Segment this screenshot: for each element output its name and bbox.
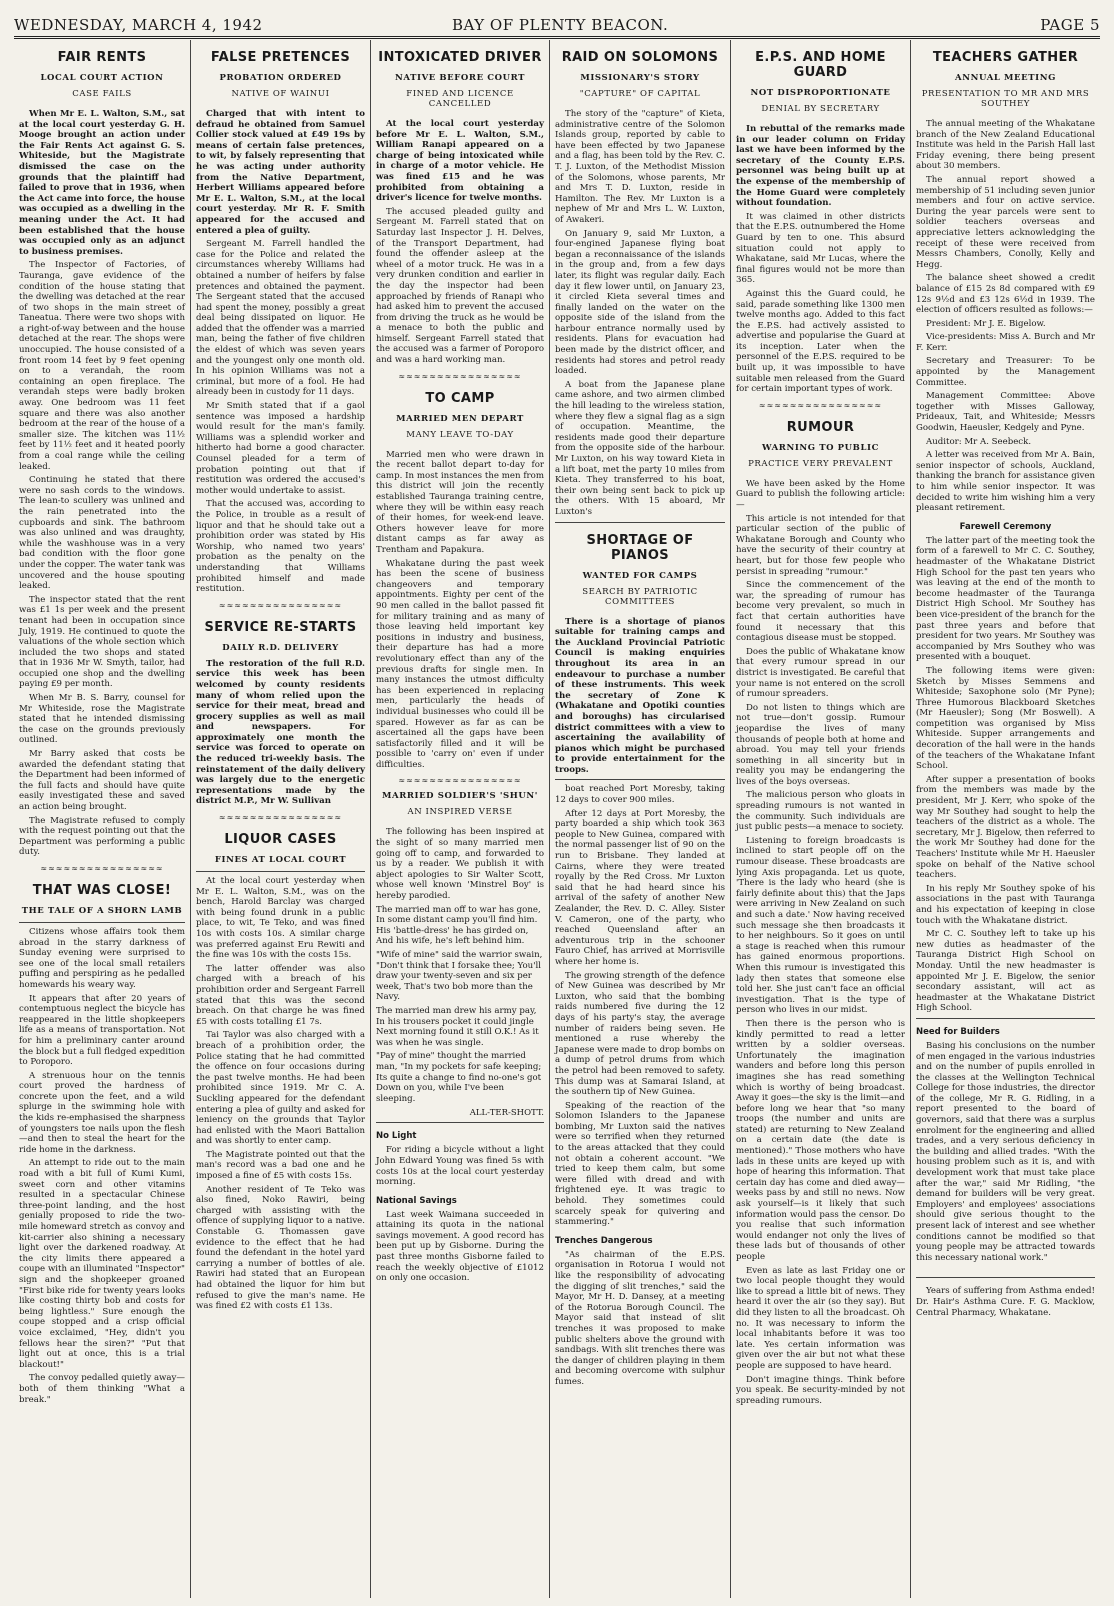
brief-heading: Trenches Dangerous <box>555 1235 653 1246</box>
subheading: THE TALE OF A SHORN LAMB <box>21 905 183 916</box>
paragraph: The Inspector of Factories, of Tauranga, gave evidence of the condition of the house stating that the dwelling was detached at the rear of two shops in the main street of Taneatua. There were two shops with a right-of-way between and the house detached at the rear. The shops were unoccupied. The house consisted of a front room 14 feet by 9 feet opening on to a verandah, the room containing an open fireplace. The verandah steps were badly broken away. One bedroom was 11 feet square and there was also another bedroom at the rear of the house of a smaller size. The kitchen was 11½ feet by 11½ feet and it heated poorly from a coal range while the ceiling leaked. <box>19 260 185 472</box>
brief-heading: No Light <box>376 1131 417 1142</box>
paragraph: Citizens whose affairs took them abroad in the starry darkness of Sunday evening were surprised to see one of the local small retailers puffing and perspiring as he pedalled homewards his weary way. <box>19 926 185 990</box>
subheading: WARNING TO PUBLIC <box>762 442 879 453</box>
subheading: ANNUAL MEETING <box>955 73 1056 83</box>
divider <box>19 922 185 923</box>
paragraph: At the local court yesterday before Mr E. L. Walton, S.M., William Ranapi appeared on a charge of being intoxicated while in charge of a motor vehicle. He was fined £15 and he was prohibited from obtaining a driver's licence for twelve months. <box>376 119 544 204</box>
paragraph: After 12 days at Port Moresby, the party boarded a ship which took 363 people to New Guinea, compared with the normal passenger list of 90 on the run to Brisbane. They landed at Cairns, where they were treated royally by the Red Cross. Mr Luxton said that he had heard since his arrival of the safety of another New Zealander, the Rev. D. C. Alley. Sister V. Cameron, one of the party, who reached Queensland after an adventurous trip in the schooner Fauro Chief, has arrived at Morrisville where her home is. <box>555 808 725 967</box>
headline: RAID ON SOLOMONS <box>561 50 719 65</box>
paragraph: The latter offender was also charged with a breach of his prohibition order and Sergeant Farrell stated that this was the second breach. On that charge he was fined £5 with costs totalling £1 7s. <box>196 963 365 1027</box>
divider <box>555 522 725 523</box>
subheading: PRACTICE VERY PREVALENT <box>748 458 893 469</box>
paragraph: After supper a presentation of books from the members was made by the president, Mr J. Kerr, who spoke of the way Mr Southey had sought to help the teachers of the district as a whole. The secretary, Mr J. Bigelow, then referred to the work Mr Southey had done for the Teachers' Institute while Mr H. Haeusler spoke on behalf of the Native school teachers. <box>916 774 1095 881</box>
brief-heading: National Savings <box>376 1195 457 1206</box>
headline: LIQUOR CASES <box>224 832 337 848</box>
paragraph: It appears that after 20 years of contemptuous neglect the bicycle has reappeared in the little shopkeepers life as a means of transportation. Not for him a preliminary canter around the block but a full fledged expedition to Poroporo. <box>19 993 185 1068</box>
subheading: PRESENTATION TO MR AND MRS SOUTHEY <box>921 89 1090 109</box>
paragraph: The growing strength of the defence of New Guinea was described by Mr Luxton, who said that the bombing raids numbered five during the 12 days of his party's stay, the average number of raiders being seven. He mentioned a ruse whereby the Japanese were made to drop bombs on a dump of petrol drums from which the petrol had been removed to safety. This dump was at Samarai Island, at the southern tip of New Guinea. <box>555 970 725 1098</box>
paragraph: When Mr E. L. Walton, S.M., sat at the local court yesterday G. H. Mooge brought an action under the Fair Rents Act against G. S. Whiteside, but the Magistrate dismissed the case on the grounds that the plaintiff had failed to prove that in 1936, when the Act came into force, the house was occupied as a dwelling in the meaning under the Act. It had been established that the house was occupied only as an adjunct to business premises. <box>19 109 185 257</box>
paragraph: Mr C. C. Southey left to take up his new duties as headmaster of the Tauranga District High School on Monday. Until the new headmaster is appointed Mr J. E. Bigelow, the senior secondary assistant, will act as headmaster at the Whakatane District High School. <box>916 929 1095 1014</box>
column-3 <box>371 40 549 1598</box>
paper-name: BAY OF PLENTY BEACON. <box>452 16 669 34</box>
paragraph: Charged that with intent to defraud he obtained from Samuel Collier stock valued at £49 19s by means of certain false pretences, to wit, by falsely representing that he was acting under authority from the Native Department, Herbert Williams appeared before Mr E. L. Walton, S.M., at the local court yesterday. Mr R. F. Smith appeared for the accused and entered a plea of guilty. <box>196 109 365 236</box>
paragraph: Auditor: Mr A. Seebeck. <box>926 436 1032 447</box>
paragraph: Speaking of the reaction of the Solomon Islanders to the Japanese bombing, Mr Luxton said the natives were so terrified when they returned to the areas attacked that they could not obtain a coherent account. "We tried to keep them calm, but some were filled with dread and with frightened eye. It was tragic to behold. They sometimes could scarcely speak for quivering and stammering." <box>555 1100 725 1228</box>
column-5 <box>731 40 910 1598</box>
paragraph: The Magistrate refused to comply with the request pointing out that the Department was performing a public duty. <box>19 815 185 858</box>
paragraph: Mr Barry asked that costs be awarded the defendant stating that the Department had been informed of the full facts and should have quite easily investigated these and saved an action being brought. <box>19 749 185 812</box>
paragraph: That the accused was, according to the Police, in trouble as a result of liquor and that he should take out a prohibition order was stated by His Worship, who named two years' probation as the penalty on the understanding that Williams prohibited himself and made restitution. <box>196 499 365 595</box>
paragraph: Do not listen to things which are not true—don't gossip. Rumour jeopardise the lives of many thousands of people both at home and abroad. You may tell your friends something in all sincerity but in reality you may be endangering the lives of the boys overseas. <box>736 702 905 787</box>
subheading: WANTED FOR CAMPS <box>582 570 698 581</box>
subheading: FINED AND LICENCE CANCELLED <box>406 89 514 109</box>
paragraph: A letter was received from Mr A. Bain, senior inspector of schools, Auckland, thanking the branch for assistance given to him while senior inspector. It was decided to write him wishing him a very pleasant retirement. <box>916 450 1095 514</box>
headline: TEACHERS GATHER <box>932 50 1079 65</box>
paragraph: Last week Waimana succeeded in attaining its quota in the national savings movement. A good record has been put up by Gisborne. During the past three months Gisborne failed to reach the weekly objective of £1012 on only one occasion. <box>376 1209 544 1284</box>
subheading: PROBATION ORDERED <box>219 73 342 83</box>
paragraph: The malicious person who gloats in spreading rumours is not wanted in the community. Such individuals are just public pests—a menace to society. <box>736 790 905 833</box>
paragraph: At the local court yesterday when Mr E. L. Walton, S.M., was on the bench, Harold Barclay was charged with being found drunk in a public place, to wit, Te Teko, and was fined 10s with costs 10s. A similar charge was preferred against Eru Rewiti and the fine was 10s with the costs 15s. <box>196 876 365 961</box>
paragraph: When Mr B. S. Barry, counsel for Mr Whiteside, rose the Magistrate stated that he intended dismissing the case on the grounds previously outlined. <box>19 693 185 746</box>
column-4 <box>550 40 730 1598</box>
paragraph: We have been asked by the Home Guard to publish the following article:— <box>736 478 905 511</box>
headline: FALSE PRETENCES <box>210 50 351 65</box>
paragraph: The convoy pedalled quietly away—both of them thinking "What a break." <box>19 1373 185 1405</box>
subheading: NOT DISPROPORTIONATE <box>750 88 891 98</box>
divider <box>916 1018 1095 1019</box>
paragraph: There is a shortage of pianos suitable for training camps and the Auckland Provincial Patriotic Council is making enquiries throughout its area in an endeavour to purchase a number of these instruments. This week the secretary of Zone K (Whakatane and Opotiki counties and boroughs) has circularised district committees with a view to ascertaining the availability of pianos which might be purchased to provide entertainment for the troops. <box>555 616 725 775</box>
ornament-separator: ≈≈≈≈≈≈≈≈≈≈≈≈≈≈≈≈ <box>398 776 522 786</box>
paragraph: Even as late as last Friday one or two local people thought they would like to spread a little bit of news. They heard it over the air (so they say). But did they listen to all the broadcast. Oh no. It was necessary to inform the local inhabitants before it was too late. Yes certain information was given over the air but not what these people are supposed to have heard. <box>736 1265 905 1371</box>
paragraph: Another resident of Te Teko was also fined, Noko Rawiri, being charged with assisting with the offence of supplying liquor to a native. Constable G. Thomassen gave evidence to the effect that he had found the defendant in the hotel yard carrying a number of bottles of ale. Rawiri had stated that an European had obtained the liquor for him but refused to give the man's name. He was fined £2 with costs £1 13s. <box>196 1184 365 1312</box>
subheading: NATIVE OF WAINUI <box>231 89 330 99</box>
page-number: PAGE 5 <box>1040 16 1100 34</box>
subheading: MARRIED MEN DEPART <box>396 413 524 424</box>
ornament-separator: ≈≈≈≈≈≈≈≈≈≈≈≈≈≈≈≈ <box>218 600 343 610</box>
paragraph: Continuing he stated that there were no sash cords to the windows. The lean-to scullery was unlined and the rain penetrated into the cupboards and sink. The bathroom was also unlined and was draughty, while the washhouse was in a very bad condition with the floor gone under the copper. The water tank was uncovered and the house spouting leaked. <box>19 475 185 592</box>
paragraph: In his reply Mr Southey spoke of his associations in the past with Tauranga and his expectation of keeping in close touch with the Whakatane district. <box>916 883 1095 926</box>
headline: RUMOUR <box>786 419 855 435</box>
paragraph: Married men who were drawn in the recent ballot depart to-day for camp. In most instances the men from this district will join the recently established Tauranga training centre, where they will be within easy reach of their homes, for week-end leave. Others however leave for more distant camps as far away as Trentham and Papakura. <box>376 449 544 555</box>
paragraph: The restoration of the full R.D. service this week has been welcomed by county residents many of whom relied upon the service for their meat, bread and grocery supplies as well as mail and newspapers. For approximately one month the service was forced to operate on the reduced tri-weekly basis. The reinstatement of the daily delivery was largely due to the energetic representations made by the district M.P., Mr W. Sullivan <box>196 658 365 807</box>
verse-stanza: "Pay of mine" thought the married man, "In my pockets for safe keeping; Its quite a change to find no-one's got Down on you, while I've been sleeping. <box>376 1051 542 1104</box>
divider <box>555 779 725 780</box>
issue-date: WEDNESDAY, MARCH 4, 1942 <box>14 16 263 34</box>
ornament-separator: ≈≈≈≈≈≈≈≈≈≈≈≈≈≈≈≈ <box>40 863 164 873</box>
headline: FAIR RENTS <box>57 50 147 65</box>
paragraph: Whakatane during the past week has been the scene of business changeovers and temporary appointments. Eighty per cent of the 90 men called in the ballot passed fit for military training and as many of those leaving held important key positions in industry and business, their departure has had a more revolutionary effect than any of the previous drafts for single men. In many instances the utmost difficulty has been experienced in replacing men, particularly the heads of individual businesses who could ill be spared. However as far as can be ascertained all the gaps have been satisfactorily filled and it will be possible to 'carry on' even if under difficulties. <box>376 558 544 770</box>
paragraph: The Magistrate pointed out that the man's record was a bad one and he imposed a fine of £5 with costs 15s. <box>196 1149 365 1182</box>
subheading: DENIAL BY SECRETARY <box>761 104 880 114</box>
paragraph: The balance sheet showed a credit balance of £15 2s 8d compared with £9 12s 9½d and £3 12s 6½d in 1939. The election of officers resulted as follows:— <box>916 273 1095 316</box>
paragraph: The inspector stated that the rent was £1 1s per week and the present tenant had been in occupation since July, 1919. He continued to quote the valuations of the whole section which included the two shops and stated that in 1936 Mr W. Smyth, tailor, had occupied one shop and the dwelling paying £9 per month. <box>19 594 185 690</box>
paragraph: Basing his conclusions on the number of men engaged in the various industries and on the number of pupils enrolled in the classes at the Wellington Technical College for those industries, the director of the college, Mr R. G. Ridling, in a report presented to the board of governors, said that there was a surplus enrolment for the engineering and allied trades, and a very serious deficiency in the building and allied trades. "With the housing problem such as it is, and with development work that must take place after the war," said Mr Ridling, "the demand for builders will be very great. Employers' and employees' associations should give serious thought to the present lack of interest and see whether conditions cannot be modified so that young people may be attracted towards this necessary national work." <box>916 1040 1095 1263</box>
paragraph: Listening to foreign broadcasts is inclined to start people off on the rumour disease. These broadcasts are lying Axis propaganda. Let us quote, 'There is the lady who heard (she is fairly definite about this) that the Japs were arriving in New Zealand on such and such a date.' Now having received such message she then broadcasts it to her neighbours. So it goes on until a stage is reached when this rumour has gained enormous proportions. When this rumour is investigated this lady then states that someone else told her. She just can't face an official investigation. That is the type of person who lives in our midst. <box>736 835 905 1016</box>
paragraph: boat reached Port Moresby, taking 12 days to cover 900 miles. <box>555 784 725 806</box>
verse-stanza: The married man drew his army pay, In his trousers pocket it could jingle Next morning found it still O.K.! As it was when he was single. <box>376 1005 539 1048</box>
paragraph: The annual meeting of the Whakatane branch of the New Zealand Educational Institute was held in the Parish Hall last Friday evening, there being present about 30 members. <box>916 119 1095 172</box>
headline: THAT WAS CLOSE! <box>32 882 172 898</box>
paragraph: The latter part of the meeting took the form of a farewell to Mr C. C. Southey, headmaster of the Whakatane District High School for the past ten years who was leaving at the end of the month to become headmaster of the Tauranga District High School. Mr Southey has been vice-president of the branch for the past three years and before that president for two years. Mr Southey was accompanied by Mrs Southey who was presented with a bouquet. <box>916 535 1096 663</box>
masthead <box>14 6 1100 39</box>
subheading: SEARCH BY PATRIOTIC COMMITTEES <box>582 586 698 607</box>
divider <box>196 871 365 872</box>
subheading: NATIVE BEFORE COURT <box>394 73 526 83</box>
ornament-separator: ≈≈≈≈≈≈≈≈≈≈≈≈≈≈≈≈ <box>758 400 883 410</box>
brief-heading: Farewell Ceremony <box>959 521 1052 532</box>
column-1 <box>14 40 190 1598</box>
paragraph: The story of the "capture" of Kieta, administrative centre of the Solomon Islands group, reported by cable to have been effected by two Japanese and a flag, has been told by the Rev. C. T. J. Luxton, of the Methodist Mission of the Solomons, whose parents, Mr and Mrs T. D. Luxton, reside in Hamilton. The Rev. Mr Luxton is a nephew of Mr and Mrs L. W. Luxton, of Awakeri. <box>555 109 725 225</box>
subheading: CASE FAILS <box>72 89 132 99</box>
headline: INTOXICATED DRIVER <box>378 50 542 65</box>
headline: SHORTAGE OF PIANOS <box>586 532 694 563</box>
verse <box>376 905 544 1105</box>
subheading: AN INSPIRED VERSE <box>407 807 513 818</box>
paragraph: Don't imagine things. Think before you speak. Be security-minded by not spreading rumours. <box>736 1374 905 1406</box>
brief-heading: Need for Builders <box>916 1026 1000 1037</box>
paragraph: Since the commencement of the war, the spreading of rumour has become very prevalent, so much in fact that certain authorities have found it necessary that this contagious disease must be stopped. <box>736 580 905 644</box>
headline: SERVICE RE-STARTS <box>204 619 357 635</box>
paragraph: The following has been inspired at the sight of so many married men going off to camp, and forwarded to us by a reader. We publish it with abject apologies to Sir Walter Scott, whose well known 'Minstrel Boy' is hereby parodied. <box>376 827 544 902</box>
paragraph: Mr Smith stated that if a gaol sentence was imposed a hardship would result for the man's family. Williams was a splendid worker and hitherto had borne a good character. Counsel pleaded for a term of probation pointing out that if restitution was ordered the accused's mother would undertake to assist. <box>196 401 365 496</box>
paragraph: It was claimed in other districts that the E.P.S. outnumbered the Home Guard by ten to one. This absurd situation could not apply to Whakatane, said Mr Lucas, where the final figures would not be more than 365. <box>736 211 905 286</box>
verse-stanza: The married man off to war has gone, In some distant camp you'll find him. His 'battle-dress' he has girded on, And his wife, he's left behind him. <box>376 904 541 947</box>
paragraph: The accused pleaded guilty and Sergeant M. Farrell stated that on Saturday last Inspector J. H. Delves, of the Transport Department, had found the offender asleep at the wheel of a motor truck. He was in a very drunken condition and earlier in the day the inspector had been approached by friends of Ranapi who had asked him to prevent the accused from driving the truck as he would be a menace to both the public and himself. Sergeant Farrell stated that the accused was a farmer of Poroporo and was a hard working man. <box>376 206 544 366</box>
headline: TO CAMP <box>425 390 495 406</box>
advertisement <box>916 1277 1095 1318</box>
subheading: MISSIONARY'S STORY <box>580 73 700 83</box>
subheading: "CAPTURE" OF CAPITAL <box>579 89 701 99</box>
column-6 <box>911 40 1100 1598</box>
column-2 <box>191 40 370 1598</box>
subheading: DAILY R.D. DELIVERY <box>222 642 339 653</box>
paragraph: The annual report showed a membership of 51 including seven junior members and four on active service. During the year parcels were sent to soldier teachers overseas and appreciative letters acknowledging the receipt of these were received from Messrs Chambers, Conolly, Kelly and Hegg. <box>916 174 1095 270</box>
paragraph: Against this the Guard could, he said, parade something like 1300 men twelve months ago. Added to this fact the E.P.S. had actively assisted to advertise and popularise the Guard at its inception. Later when the personnel of the E.P.S. required to be built up, it was impossible to have suitable men released from the Guard for certain important types of work. <box>736 288 905 395</box>
paragraph: "As chairman of the E.P.S. organisation in Rotorua I would not like the responsibility of advocating the digging of slit trenches," said the Mayor, Mr H. D. Dansey, at a meeting of the Rotorua Borough Council. The Mayor said that instead of slit trenches it was proposed to make public shelters above the ground with sandbags. With slit trenches there was the danger of children playing in them and becoming overcome with sulphur fumes. <box>555 1249 725 1387</box>
paragraph: This article is not intended for that particular section of the public of Whakatane Borough and County who have the security of their country at heart, but for those few people who persist in spreading "rumour." <box>736 513 905 577</box>
verse-stanza: "Wife of mine" said the warrior swain, "Don't think that I forsake thee; You'll draw your twenty-seven and six per week, That's two bob more than the Navy. <box>376 950 543 1003</box>
paragraph: A boat from the Japanese plane came ashore, and two airmen climbed the hill leading to the wireless station, where they flew a signal flag as a sign of occupation. Meantime, the residents made good their departure from the opposite side of the harbour. Mr Luxton, on his way toward Kieta in a lift boat, met the party 10 miles from Kieta. They transferred to his boat, their own being sent back to pick up the others. With 15 aboard, Mr Luxton's <box>555 379 725 517</box>
ornament-separator: ≈≈≈≈≈≈≈≈≈≈≈≈≈≈≈≈ <box>218 813 343 823</box>
ornament-separator: ≈≈≈≈≈≈≈≈≈≈≈≈≈≈≈≈ <box>398 371 522 381</box>
paragraph: Tai Taylor was also charged with a breach of a prohibition order, the Police stating that he had committed the offence on four occasions during the past twelve months. He had been prohibited since 1919. Mr C. A. Suckling appeared for the defendant entering a plea of guilty and asked for leniency on the grounds that Taylor had enlisted with the Maori Battalion and was shortly to enter camp. <box>196 1030 365 1147</box>
paragraph: On January 9, said Mr Luxton, a four-engined Japanese flying boat began a reconnaissance of the islands in the group and, from a few days later, its flight was regular daily. Each day it flew lower until, on January 23, it circled Kieta several times and finally landed on the water on the opposite side of the island from the harbour entrance normally used by residents. Plans for evacuation had been made by the district officer, and residents had stores and petrol ready loaded. <box>555 228 725 377</box>
paragraph: The following items were given: Sketch by Misses Semmens and Whiteside; Saxophone solo (Mr Pyne); Three Humorous Blackboard Sketches (Mr Haeusler); Song (Mr Boswell). A competition was organised by Miss Whiteside. Supper arrangements and decoration of the hall were in the hands of the teachers of the Whakatane Infant School. <box>916 665 1095 772</box>
paragraph: For riding a bicycle without a light John Edward Young was fined 5s with costs 10s at the local court yesterday morning. <box>376 1145 544 1188</box>
paragraph: Does the public of Whakatane know that every rumour spread in our district is investigated. Be careful that your name is not entered on the scroll of rumour spreaders. <box>736 646 905 700</box>
subheading: MANY LEAVE TO-DAY <box>406 429 514 440</box>
paragraph: In rebuttal of the remarks made in our leader column on Friday last we have been informed by the secretary of the County E.P.S. personnel was being built up at the expense of the membership of the Home Guard were completely without foundation. <box>736 124 905 209</box>
subheading: MARRIED SOLDIER'S 'SHUN' <box>382 791 538 802</box>
paragraph: A strenuous hour on the tennis court proved the hardness of concrete upon the feet, and a wild splurge in the swimming hole with the kids re-emphasised the sharpness of youngsters toe nails upon the flesh—and then to steal the heart for the ride home in the darkness. <box>19 1070 185 1155</box>
paragraph: Sergeant M. Farrell handled the case for the Police and related the circumstances whereby Williams had obtained a number of heifers by false pretences and obtained the payment. The Sergeant stated that the accused had spent the money, possibly a great deal being dissipated on liquor. He added that the offender was a married man, being the father of five children the eldest of which was seven years and the youngest only one month old. In his opinion Williams was not a criminal, but more of a fool. He had already been in custody for 11 days. <box>196 239 365 398</box>
paragraph: President: Mr J. E. Bigelow. <box>926 318 1046 329</box>
divider <box>376 1122 544 1123</box>
advertisement-text: Years of suffering from Asthma ended! Dr. Hair's Asthma Cure. F. G. Macklow, Central Pharmacy, Whakatane. <box>916 1286 1095 1318</box>
subheading: LOCAL COURT ACTION <box>40 73 164 83</box>
paragraph: Vice-presidents: Miss A. Burch and Mr F. Kerr. <box>916 332 1095 353</box>
subheading: FINES AT LOCAL COURT <box>214 855 347 866</box>
paragraph: An attempt to ride out to the main road with a bit full of Kumi Kumi, sweet corn and other vitamins resulted in a spectacular Chinese three-point landing, and the host genially proposed to ride the two-mile homeward stretch as convoy and kit-carrier also shining a necessary light over the darkened roadway. At the city limits there appeared a coupe with an illuminated "Inspector" sign and the shopkeeper groaned "First bike ride for twenty years looks like costing thirty bob and costs for being lightless." Sure enough the coupe stopped and a crisp official voice exclaimed, "Hey, didn't you fellows hear the siren?" "Put that light out at once, this is a trial blackout!" <box>19 1158 185 1370</box>
paragraph: Management Committee: Above together with Misses Galloway, Prideaux, Tait, and Whiteside; Messrs Goodwin, Haeusler, Kedgely and Pyne. <box>916 391 1095 434</box>
headline: E.P.S. AND HOME GUARD <box>755 50 886 80</box>
paragraph: Then there is the person who is kindly permitted to read a letter written by a soldier overseas. Unfortunately the imagination wanders and before long this person imagines she has read something which is worthy of being broadcast. Away it goes—the sky is the limit—and before long we hear that "so many troops (the number and units are stated) are returning to New Zealand on a certain date (the date is mentioned)." Those mothers who have lads in these units are keyed up with hope of hearing this information. That certain day has come and died away—weeks pass by and still no news. Now ask yourself—is it likely that such information would pass the censor. Do you realise that such information would endanger not only the lives of these lads but of thousands of other people <box>736 1018 905 1262</box>
verse-signature: ALL-TER-SHOTT. <box>469 1108 544 1119</box>
paragraph: Secretary and Treasurer: To be appointed by the Management Committee. <box>916 356 1095 388</box>
